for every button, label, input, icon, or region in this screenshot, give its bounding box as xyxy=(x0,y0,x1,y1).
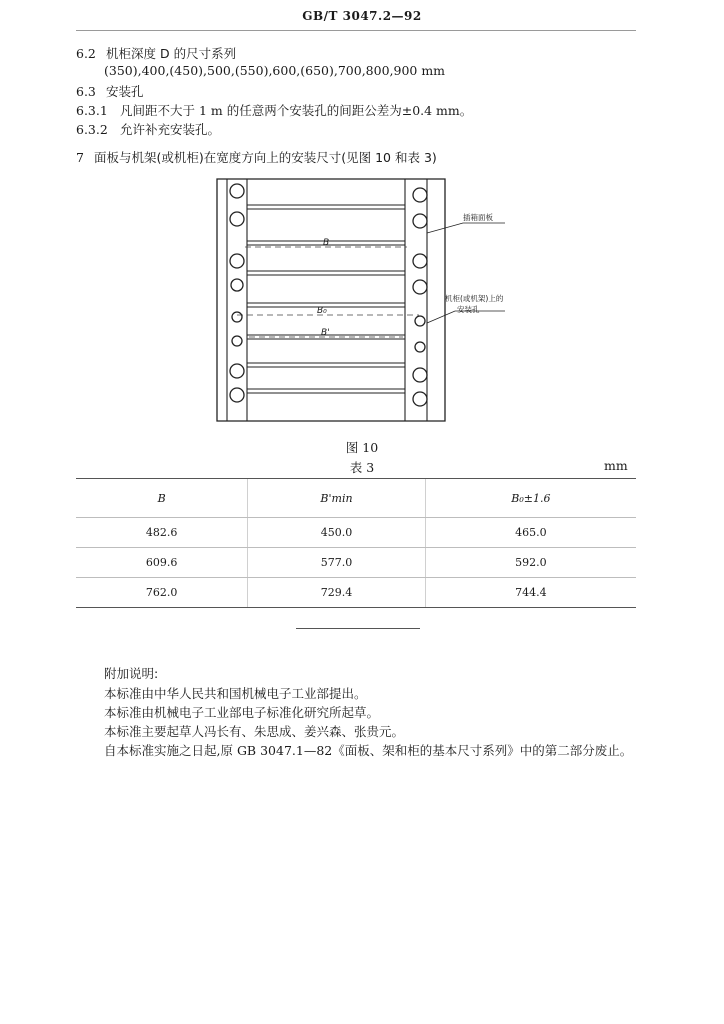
panel-leader-line xyxy=(427,223,505,233)
end-rule xyxy=(296,628,420,629)
table-header-cell: B xyxy=(76,479,248,518)
table-row xyxy=(76,578,636,608)
table-header-cell: B₀±1.6 xyxy=(425,479,636,518)
section-number: 6.3 xyxy=(76,84,96,99)
section-number: 6.3.2 xyxy=(76,122,108,137)
table-cell: 450.0 xyxy=(248,518,426,548)
section-text: 允许补充安装孔。 xyxy=(120,122,221,137)
table-cell: 762.0 xyxy=(76,578,248,608)
section-6-2-values: (350),400,(450),500,(550),600,(650),700,800,900 mm xyxy=(104,63,446,78)
section-6-3-1 xyxy=(76,101,472,119)
dimension-b-label: B xyxy=(323,238,330,248)
notes-line: 本标准主要起草人冯长有、朱思成、姜兴森、张贵元。 xyxy=(104,724,405,739)
section-6-2 xyxy=(76,44,236,62)
table-cell: 744.4 xyxy=(425,578,636,608)
table-cell: 592.0 xyxy=(425,548,636,578)
figure-10-drawing xyxy=(205,175,525,425)
notes-line: 本标准由机械电子工业部电子标准化研究所起草。 xyxy=(104,705,380,720)
page-header: GB/T 3047.2—92 xyxy=(302,9,422,23)
table-cell: 609.6 xyxy=(76,548,248,578)
table-cell: 482.6 xyxy=(76,518,248,548)
dimension-bprime-label: B' xyxy=(321,328,330,338)
section-6-3 xyxy=(76,82,144,100)
figure-caption: 图 10 xyxy=(345,440,379,455)
section-number: 6.2 xyxy=(76,46,96,61)
table-row xyxy=(76,548,636,578)
section-number: 6.3.1 xyxy=(76,103,108,118)
table-header-cell: B'min xyxy=(248,479,426,518)
table-3 xyxy=(76,478,636,608)
right-mounting-holes xyxy=(413,188,427,406)
notes-line: 自本标准实施之日起,原 GB 3047.1—82《面板、架和柜的基本尺寸系列》中的第二部分废止。 xyxy=(104,743,633,758)
section-title: 机柜深度 D 的尺寸系列 xyxy=(106,46,237,61)
section-6-3-2 xyxy=(76,120,220,138)
section-number: 7 xyxy=(76,150,84,165)
table-cell: 729.4 xyxy=(248,578,426,608)
left-mounting-holes xyxy=(230,184,244,402)
dimension-b0-label: B₀ xyxy=(317,306,327,316)
notes-title: 附加说明: xyxy=(104,666,159,681)
section-7 xyxy=(76,148,437,166)
header-rule xyxy=(76,30,636,31)
section-title: 面板与机架(或机柜)在宽度方向上的安装尺寸(见图 10 和表 3) xyxy=(94,150,437,165)
section-text: 凡间距不大于 1 m 的任意两个安装孔的间距公差为±0.4 mm。 xyxy=(120,103,473,118)
table-title: 表 3 xyxy=(349,460,375,475)
table-header-row xyxy=(76,479,636,518)
table-cell: 465.0 xyxy=(425,518,636,548)
notes-line: 本标准由中华人民共和国机械电子工业部提出。 xyxy=(104,686,367,701)
section-title: 安装孔 xyxy=(106,84,144,99)
holes-label-line2: 安装孔 xyxy=(457,305,480,314)
table-cell: 577.0 xyxy=(248,548,426,578)
panel-label: 插箱面板 xyxy=(463,213,493,222)
holes-label-line1: 机柜(或机架)上的 xyxy=(445,294,504,303)
table-row xyxy=(76,518,636,548)
table-unit: mm xyxy=(604,458,628,473)
